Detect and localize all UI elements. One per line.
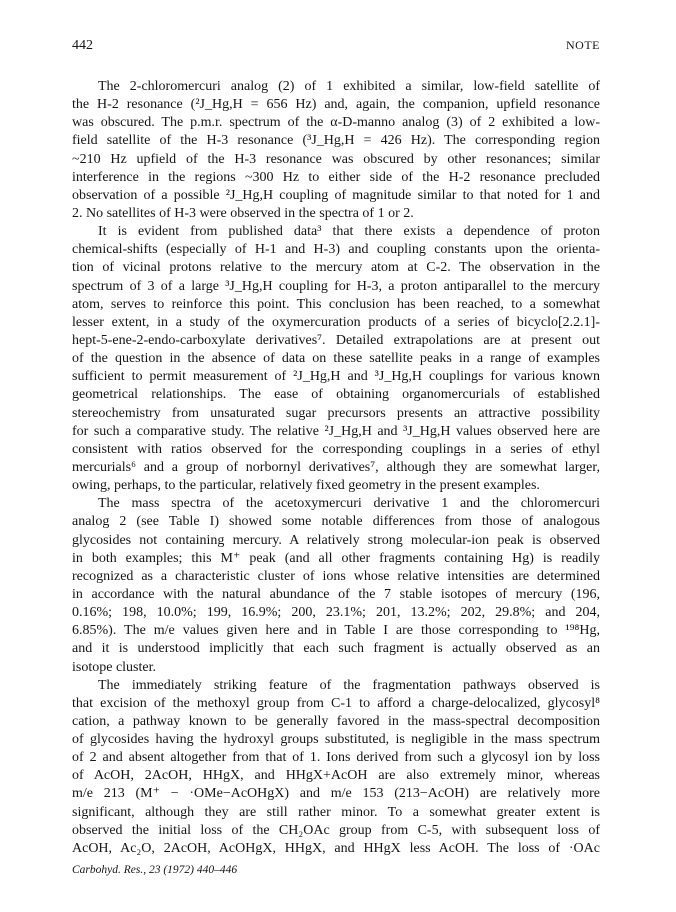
paragraph-3 bbox=[72, 495, 600, 676]
text-line: isotope cluster. bbox=[72, 659, 156, 675]
text-line: 0.16%; 198, 10.0%; 199, 16.9%; 200, 23.1%; 201, 13.2%; 202, 29.8%; and 204, bbox=[72, 605, 600, 621]
text-line: sufficient to permit measurement of ²J_Hg,H and ³J_Hg,H couplings for various known bbox=[72, 369, 600, 385]
text-line: glycosides not containing mercury. A relatively strong molecular-ion peak is observed bbox=[72, 532, 600, 548]
text-line: The mass spectra of the acetoxymercuri derivative 1 and the chloromercuri bbox=[98, 496, 600, 512]
text-line: ~210 Hz upfield of the H-3 resonance was obscured by other resonances; similar bbox=[72, 151, 600, 167]
text-line: geometrical relationships. The ease of obtaining organomercurials of established bbox=[72, 387, 600, 403]
page-number: 442 bbox=[72, 38, 93, 53]
page-header bbox=[72, 38, 600, 58]
paragraph-4 bbox=[72, 677, 600, 858]
text-line: AcOH, Ac₂O, 2AcOH, AcOHgX, HHgX, and HHgX less AcOH. The loss of ·OAc bbox=[72, 840, 600, 856]
running-head: NOTE bbox=[566, 38, 600, 52]
text-line: for such a comparative study. The relative ²J_Hg,H and ³J_Hg,H values observed here are bbox=[72, 423, 600, 439]
article-body bbox=[72, 78, 600, 858]
text-line: recognized as a characteristic cluster of ions whose relative intensities are determined bbox=[72, 568, 600, 584]
text-line: interference in the regions ~300 Hz to either side of the H-2 resonance precluded bbox=[72, 169, 600, 185]
text-line: the H-2 resonance (²J_Hg,H = 656 Hz) and, again, the companion, upfield resonance bbox=[72, 97, 600, 113]
text-line: lesser extent, in a study of the oxymercuration products of a series of bicyclo[2.2.1]- bbox=[72, 314, 600, 330]
text-line: 2. No satellites of H-3 were observed in the spectra of 1 or 2. bbox=[72, 205, 414, 221]
text-line: in both examples; this M⁺ peak (and all other fragments containing Hg) is readily bbox=[72, 550, 600, 566]
text-line: significant, although they are still rather minor. To a somewhat greater extent is bbox=[72, 804, 600, 820]
text-line: of 2 and absent altogether from that of 1. Ions derived from such a glycosyl ion by loss bbox=[72, 750, 600, 766]
text-line: 6.85%). The m/e values given here and in Table I are those corresponding to ¹⁹⁸Hg, bbox=[72, 623, 600, 639]
paragraph-2 bbox=[72, 223, 600, 495]
text-line: consistent with ratios observed for the corresponding couplings in a series of ethyl bbox=[72, 441, 600, 457]
text-line: cation, a pathway known to be generally favored in the mass-spectral decomposition bbox=[72, 713, 600, 729]
text-line: observed the initial loss of the CH₂OAc group from C-5, with subsequent loss of bbox=[72, 822, 600, 838]
text-line: analog 2 (see Table I) showed some notable differences from those of analogous bbox=[72, 514, 600, 530]
text-line: was obscured. The p.m.r. spectrum of the α-D-manno analog (3) of 2 exhibited a low- bbox=[72, 115, 600, 131]
journal-citation: Carbohyd. Res., 23 (1972) 440–446 bbox=[72, 864, 238, 876]
text-line: of AcOH, 2AcOH, HHgX, and HHgX+AcOH are also extremely minor, whereas bbox=[72, 768, 600, 784]
text-line: It is evident from published data³ that there exists a dependence of proton bbox=[98, 224, 600, 240]
text-line: observation of a possible ²J_Hg,H coupling of magnitude similar to that noted for 1 and bbox=[72, 187, 600, 203]
text-line: chemical-shifts (especially of H-1 and H-3) and coupling constants upon the orienta- bbox=[72, 242, 600, 258]
text-line: that excision of the methoxyl group from C-1 to afford a charge-delocalized, glycosyl⁸ bbox=[72, 695, 600, 711]
text-line: field satellite of the H-3 resonance (³J_Hg,H = 426 Hz). The corresponding region bbox=[72, 133, 600, 149]
text-line: The immediately striking feature of the fragmentation pathways observed is bbox=[98, 677, 600, 693]
text-line: owing, perhaps, to the particular, relatively fixed geometry in the present examples. bbox=[72, 478, 540, 494]
text-line: tion of vicinal protons relative to the mercury atom at C-2. The observation in the bbox=[72, 260, 600, 276]
text-line: and it is understood implicitly that each such fragment is actually observed as an bbox=[72, 641, 600, 657]
text-line: in accordance with the natural abundance of the 7 stable isotopes of mercury (196, bbox=[72, 586, 600, 602]
text-line: atom, serves to reinforce this point. This conclusion has been reached, to a somewhat bbox=[72, 296, 600, 312]
text-line: hept-5-ene-2-endo-carboxylate derivatives⁷. Detailed extrapolations are at present out bbox=[72, 332, 600, 348]
text-line: stereochemistry from unsaturated sugar precursors presents an attractive possibility bbox=[72, 405, 600, 421]
text-line: of glycosides having the hydroxyl groups substituted, is negligible in the mass spectrum bbox=[72, 732, 600, 748]
text-line: m/e 213 (M⁺ − ·OMe−AcOHgX) and m/e 153 (213−AcOH) are relatively more bbox=[72, 786, 600, 802]
text-line: mercurials⁶ and a group of norbornyl derivatives⁷, although they are somewhat larger, bbox=[72, 459, 600, 475]
text-line: spectrum of 3 of a large ³J_Hg,H coupling for H-3, a proton antiparallel to the mercury bbox=[72, 278, 600, 294]
paragraph-1 bbox=[72, 78, 600, 223]
text-line: The 2-chloromercuri analog (2) of 1 exhibited a similar, low-field satellite of bbox=[98, 79, 600, 94]
text-line: of the question in the absence of data on these satellite peaks in a range of examples bbox=[72, 351, 600, 367]
